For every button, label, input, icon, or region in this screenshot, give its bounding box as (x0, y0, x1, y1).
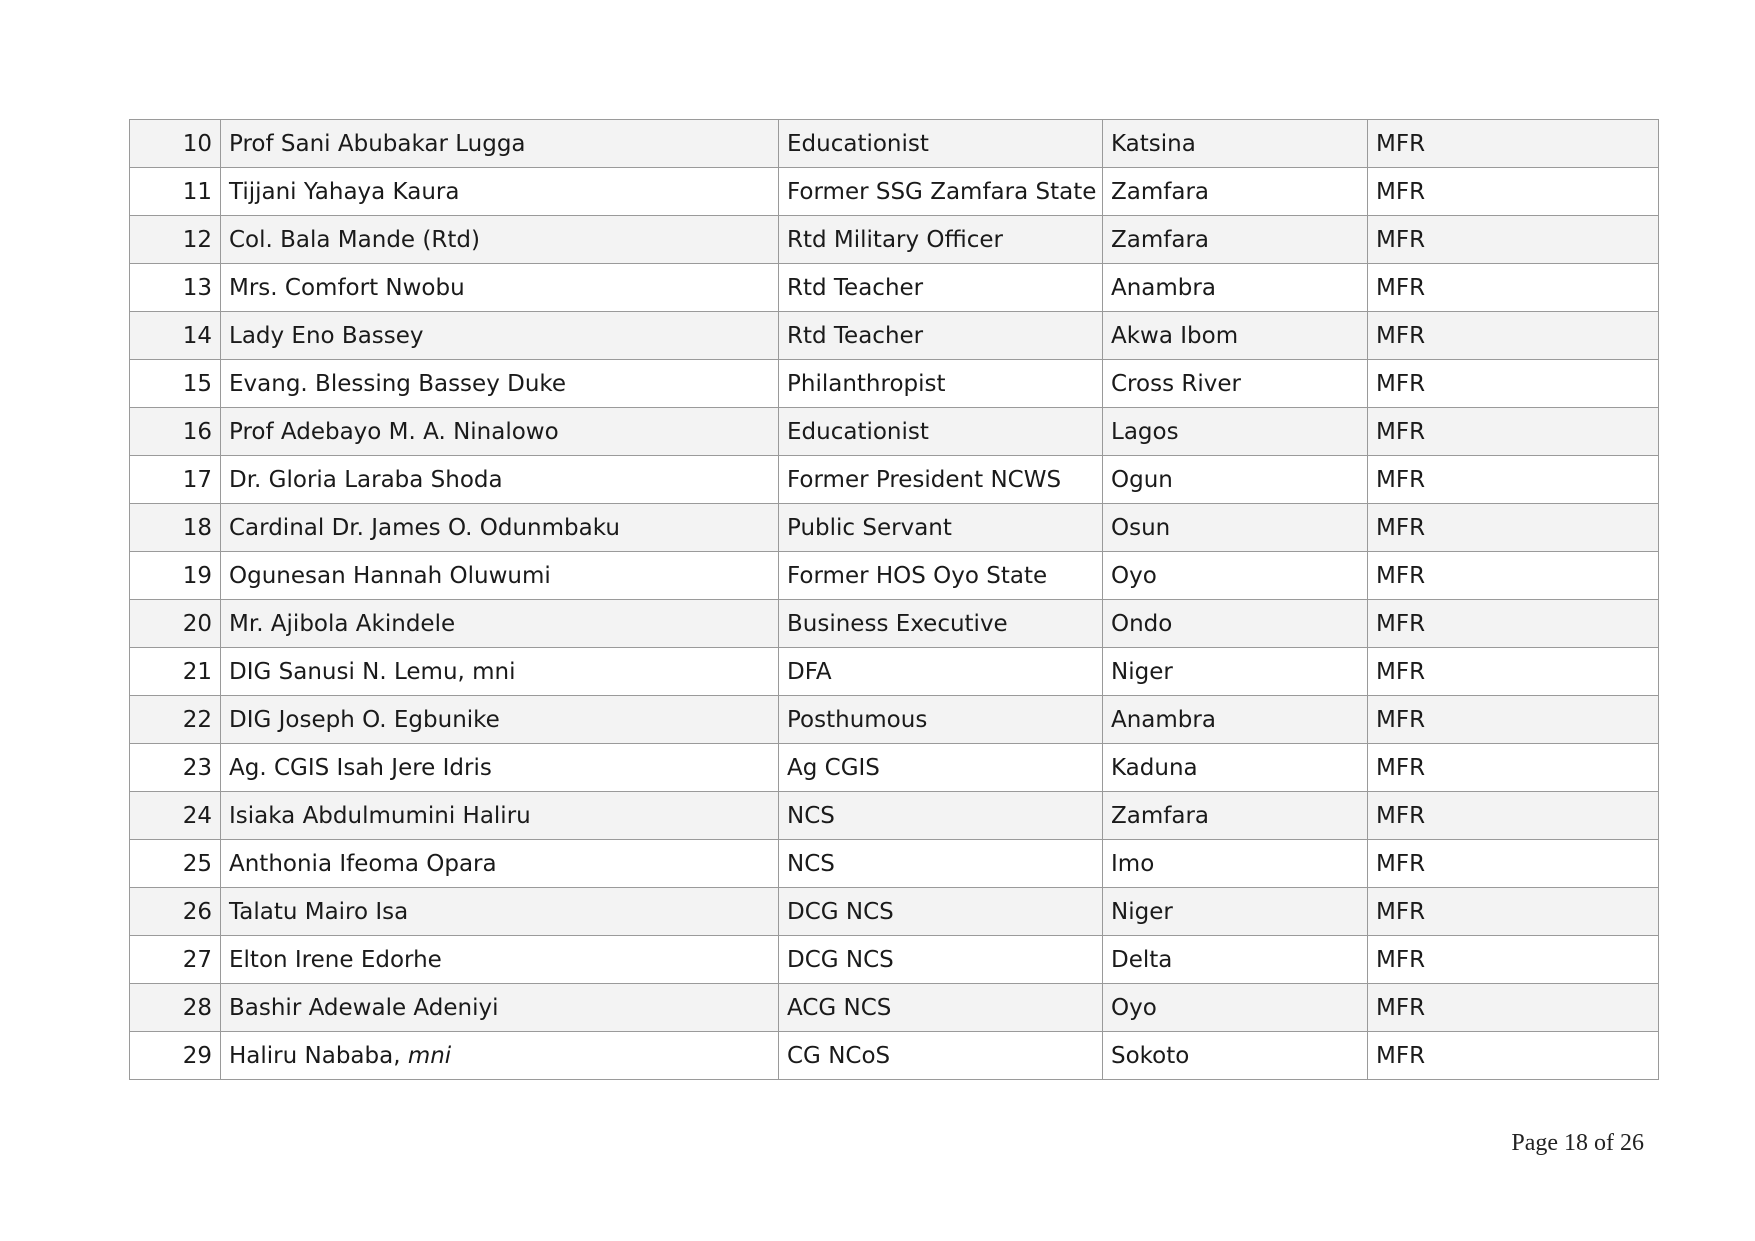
name-cell (221, 552, 779, 600)
serial-number-cell: 29 (130, 1032, 221, 1080)
award-cell: MFR (1368, 1032, 1659, 1080)
occupation-cell: Public Servant (779, 504, 1103, 552)
name-cell (221, 648, 779, 696)
state-cell: Zamfara (1103, 216, 1368, 264)
name-text: Col. Bala Mande (Rtd) (229, 226, 480, 253)
name-cell (221, 1032, 779, 1080)
serial-number-cell: 13 (130, 264, 221, 312)
name-text: Mrs. Comfort Nwobu (229, 274, 465, 301)
state-cell: Zamfara (1103, 168, 1368, 216)
name-cell (221, 888, 779, 936)
award-cell: MFR (1368, 264, 1659, 312)
award-cell: MFR (1368, 456, 1659, 504)
name-text: Lady Eno Bassey (229, 322, 424, 349)
award-cell: MFR (1368, 840, 1659, 888)
serial-number-cell: 16 (130, 408, 221, 456)
award-cell: MFR (1368, 696, 1659, 744)
award-cell: MFR (1368, 648, 1659, 696)
state-cell: Cross River (1103, 360, 1368, 408)
occupation-cell: Ag CGIS (779, 744, 1103, 792)
occupation-cell: Business Executive (779, 600, 1103, 648)
name-text: Haliru Nababa, (229, 1042, 408, 1069)
name-cell (221, 984, 779, 1032)
name-text: Prof Sani Abubakar Lugga (229, 130, 526, 157)
name-text: Anthonia Ifeoma Opara (229, 850, 497, 877)
state-cell: Imo (1103, 840, 1368, 888)
state-cell: Oyo (1103, 552, 1368, 600)
name-text: Dr. Gloria Laraba Shoda (229, 466, 503, 493)
serial-number-cell: 20 (130, 600, 221, 648)
page-number: Page 18 of 26 (1511, 1130, 1644, 1156)
award-cell: MFR (1368, 360, 1659, 408)
name-text: Ogunesan Hannah Oluwumi (229, 562, 551, 589)
serial-number-cell: 26 (130, 888, 221, 936)
occupation-cell: NCS (779, 792, 1103, 840)
occupation-cell: Rtd Military Officer (779, 216, 1103, 264)
serial-number-cell: 21 (130, 648, 221, 696)
state-cell: Lagos (1103, 408, 1368, 456)
occupation-cell: Philanthropist (779, 360, 1103, 408)
name-cell (221, 360, 779, 408)
state-cell: Sokoto (1103, 1032, 1368, 1080)
state-cell: Ondo (1103, 600, 1368, 648)
honours-table (129, 119, 1659, 1080)
name-cell (221, 264, 779, 312)
name-text: Prof Adebayo M. A. Ninalowo (229, 418, 559, 445)
name-text: Tijjani Yahaya Kaura (229, 178, 460, 205)
serial-number-cell: 19 (130, 552, 221, 600)
table-row (130, 408, 1659, 456)
serial-number-cell: 22 (130, 696, 221, 744)
award-cell: MFR (1368, 552, 1659, 600)
occupation-cell: Former SSG Zamfara State (779, 168, 1103, 216)
table-row (130, 360, 1659, 408)
serial-number-cell: 11 (130, 168, 221, 216)
award-cell: MFR (1368, 888, 1659, 936)
occupation-cell: Rtd Teacher (779, 312, 1103, 360)
table-row (130, 936, 1659, 984)
table-row (130, 984, 1659, 1032)
name-cell (221, 504, 779, 552)
name-cell (221, 696, 779, 744)
table-row (130, 216, 1659, 264)
occupation-cell: DCG NCS (779, 936, 1103, 984)
occupation-cell: Rtd Teacher (779, 264, 1103, 312)
table-row (130, 168, 1659, 216)
serial-number-cell: 23 (130, 744, 221, 792)
serial-number-cell: 15 (130, 360, 221, 408)
name-cell (221, 216, 779, 264)
name-text: Cardinal Dr. James O. Odunmbaku (229, 514, 620, 541)
name-cell (221, 600, 779, 648)
name-cell (221, 792, 779, 840)
table-row (130, 648, 1659, 696)
occupation-cell: Posthumous (779, 696, 1103, 744)
name-cell (221, 312, 779, 360)
table-row (130, 1032, 1659, 1080)
state-cell: Delta (1103, 936, 1368, 984)
table-row (130, 504, 1659, 552)
serial-number-cell: 25 (130, 840, 221, 888)
name-text: Elton Irene Edorhe (229, 946, 442, 973)
name-text: Mr. Ajibola Akindele (229, 610, 456, 637)
award-cell: MFR (1368, 216, 1659, 264)
serial-number-cell: 28 (130, 984, 221, 1032)
state-cell: Anambra (1103, 264, 1368, 312)
table-row (130, 456, 1659, 504)
name-cell (221, 456, 779, 504)
state-cell: Anambra (1103, 696, 1368, 744)
award-cell: MFR (1368, 792, 1659, 840)
award-cell: MFR (1368, 600, 1659, 648)
serial-number-cell: 17 (130, 456, 221, 504)
state-cell: Oyo (1103, 984, 1368, 1032)
state-cell: Niger (1103, 648, 1368, 696)
name-cell (221, 840, 779, 888)
occupation-cell: DCG NCS (779, 888, 1103, 936)
table-row (130, 312, 1659, 360)
serial-number-cell: 18 (130, 504, 221, 552)
occupation-cell: Former President NCWS (779, 456, 1103, 504)
name-text: DIG Sanusi N. Lemu, mni (229, 658, 516, 685)
table-row (130, 120, 1659, 168)
table-row (130, 840, 1659, 888)
name-text: Bashir Adewale Adeniyi (229, 994, 499, 1021)
honours-table-body (130, 120, 1659, 1080)
award-cell: MFR (1368, 936, 1659, 984)
name-cell (221, 744, 779, 792)
state-cell: Osun (1103, 504, 1368, 552)
name-cell (221, 120, 779, 168)
state-cell: Ogun (1103, 456, 1368, 504)
table-row (130, 552, 1659, 600)
award-cell: MFR (1368, 984, 1659, 1032)
state-cell: Niger (1103, 888, 1368, 936)
serial-number-cell: 12 (130, 216, 221, 264)
award-cell: MFR (1368, 744, 1659, 792)
occupation-cell: Former HOS Oyo State (779, 552, 1103, 600)
name-text: Talatu Mairo Isa (229, 898, 409, 925)
award-cell: MFR (1368, 168, 1659, 216)
award-cell: MFR (1368, 120, 1659, 168)
table-row (130, 744, 1659, 792)
name-text: Evang. Blessing Bassey Duke (229, 370, 567, 397)
table-row (130, 264, 1659, 312)
table-row (130, 792, 1659, 840)
occupation-cell: NCS (779, 840, 1103, 888)
award-cell: MFR (1368, 504, 1659, 552)
state-cell: Akwa Ibom (1103, 312, 1368, 360)
occupation-cell: CG NCoS (779, 1032, 1103, 1080)
name-cell (221, 936, 779, 984)
name-suffix-text: mni (407, 1042, 452, 1069)
table-row (130, 888, 1659, 936)
name-cell (221, 168, 779, 216)
state-cell: Katsina (1103, 120, 1368, 168)
serial-number-cell: 24 (130, 792, 221, 840)
name-text: DIG Joseph O. Egbunike (229, 706, 500, 733)
occupation-cell: ACG NCS (779, 984, 1103, 1032)
serial-number-cell: 14 (130, 312, 221, 360)
name-text: Isiaka Abdulmumini Haliru (229, 802, 531, 829)
occupation-cell: Educationist (779, 120, 1103, 168)
name-cell (221, 408, 779, 456)
award-cell: MFR (1368, 408, 1659, 456)
name-text: Ag. CGIS Isah Jere Idris (229, 754, 492, 781)
state-cell: Kaduna (1103, 744, 1368, 792)
serial-number-cell: 27 (130, 936, 221, 984)
award-cell: MFR (1368, 312, 1659, 360)
table-row (130, 696, 1659, 744)
serial-number-cell: 10 (130, 120, 221, 168)
table-row (130, 600, 1659, 648)
occupation-cell: Educationist (779, 408, 1103, 456)
state-cell: Zamfara (1103, 792, 1368, 840)
occupation-cell: DFA (779, 648, 1103, 696)
